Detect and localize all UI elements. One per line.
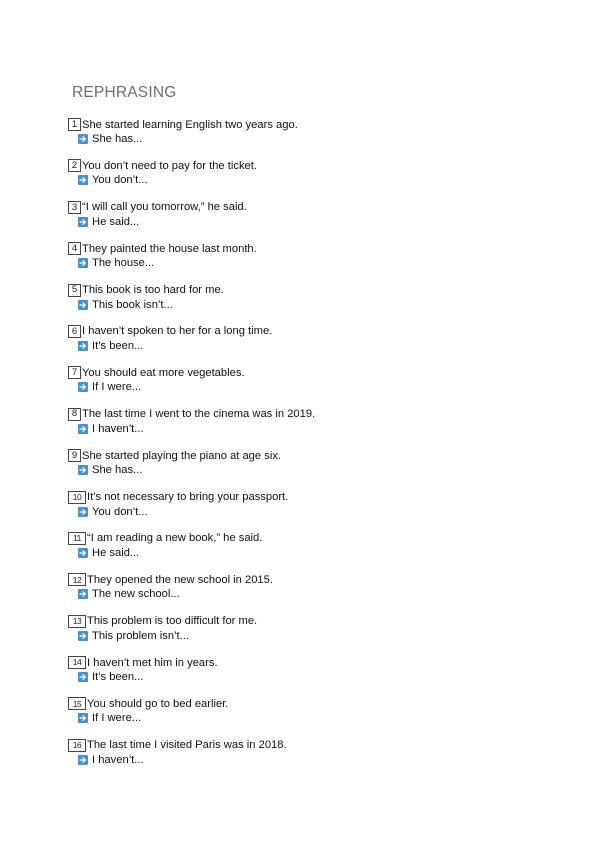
- exercise-sentence-line: [68, 490, 568, 505]
- rephrase-prompt: I haven’t...: [92, 422, 144, 435]
- exercise-item: [68, 448, 568, 489]
- number-box-icon: 13: [68, 615, 86, 628]
- right-arrow-icon: [78, 507, 88, 517]
- exercise-item: [68, 117, 568, 158]
- number-box-icon: 5: [68, 284, 81, 297]
- number-box-icon: 6: [68, 325, 81, 338]
- exercise-item: [68, 241, 568, 282]
- exercise-sentence: You don’t need to pay for the ticket.: [82, 159, 257, 172]
- number-box-icon: 3: [68, 201, 81, 214]
- rephrase-prompt-line: [78, 753, 568, 767]
- right-arrow-icon: [78, 341, 88, 351]
- exercise-item: [68, 158, 568, 199]
- exercise-item: [68, 738, 568, 779]
- rephrase-prompt: She has...: [92, 133, 143, 145]
- exercise-item: [68, 614, 568, 655]
- right-arrow-icon: [78, 713, 88, 723]
- exercise-item: [68, 365, 568, 406]
- exercise-sentence-line: [68, 200, 568, 215]
- right-arrow-icon: [78, 465, 88, 475]
- number-box-icon: 11: [68, 532, 86, 545]
- number-box-icon: 2: [68, 159, 81, 172]
- exercise-item: [68, 655, 568, 696]
- rephrase-prompt: The house...: [92, 257, 155, 270]
- number-box-icon: 8: [68, 408, 81, 421]
- rephrase-prompt: He said...: [92, 546, 140, 559]
- exercise-sentence: She started learning English two years ago.: [82, 118, 298, 131]
- rephrase-prompt-line: [78, 670, 568, 684]
- exercise-sentence-line: [68, 614, 568, 629]
- exercise-item: [68, 531, 568, 572]
- right-arrow-icon: [78, 589, 88, 599]
- number-box-icon: 4: [68, 242, 81, 255]
- rephrase-prompt-line: [78, 711, 568, 725]
- exercise-sentence: “I will call you tomorrow,” he said.: [82, 201, 247, 214]
- exercise-sentence: The last time I visited Paris was in 2018.: [87, 739, 287, 752]
- exercise-sentence-line: [68, 696, 568, 711]
- rephrase-prompt-line: [78, 256, 568, 270]
- rephrase-prompt: It’s been...: [92, 339, 144, 352]
- rephrase-prompt-line: [78, 298, 568, 312]
- rephrase-prompt-line: [78, 132, 568, 146]
- exercise-sentence-line: [68, 448, 568, 463]
- rephrase-prompt: You don’t...: [92, 174, 148, 187]
- exercise-sentence: They painted the house last month.: [82, 242, 257, 255]
- right-arrow-icon: [78, 258, 88, 268]
- exercise-item: [68, 490, 568, 531]
- rephrase-prompt-line: [78, 463, 568, 477]
- rephrase-prompt-line: [78, 422, 568, 436]
- exercise-sentence: This book is too hard for me.: [82, 284, 224, 297]
- number-box-icon: 7: [68, 366, 81, 379]
- right-arrow-icon: [78, 755, 88, 765]
- rephrase-prompt: This book isn’t...: [92, 298, 173, 311]
- rephrase-prompt: The new school...: [92, 588, 180, 601]
- exercise-sentence-line: [68, 531, 568, 546]
- exercise-sentence: I haven’t spoken to her for a long time.: [82, 325, 273, 338]
- right-arrow-icon: [78, 175, 88, 185]
- right-arrow-icon: [78, 300, 88, 310]
- number-box-icon: 9: [68, 449, 81, 462]
- number-box-icon: 16: [68, 739, 86, 752]
- number-box-icon: 14: [68, 656, 86, 669]
- exercise-sentence: I haven’t met him in years.: [87, 656, 218, 669]
- page-title: REPHRASING: [72, 84, 177, 101]
- number-box-icon: 1: [68, 118, 81, 131]
- rephrase-prompt-line: [78, 505, 568, 519]
- rephrase-prompt: I haven’t...: [92, 753, 144, 766]
- rephrase-prompt-line: [78, 173, 568, 187]
- exercise-sentence-line: [68, 324, 568, 339]
- rephrase-prompt: It’s been...: [92, 671, 144, 684]
- exercise-sentence-line: [68, 407, 568, 422]
- exercise-item: [68, 324, 568, 365]
- number-box-icon: 15: [68, 697, 86, 710]
- exercise-sentence: It’s not necessary to bring your passport.: [87, 491, 289, 504]
- right-arrow-icon: [78, 382, 88, 392]
- rephrase-prompt: He said...: [92, 215, 140, 228]
- exercise-sentence-line: [68, 241, 568, 256]
- exercise-list: [68, 117, 568, 779]
- exercise-sentence-line: [68, 283, 568, 298]
- exercise-item: [68, 572, 568, 613]
- exercise-item: [68, 200, 568, 241]
- exercise-sentence-line: [68, 655, 568, 670]
- rephrase-prompt-line: [78, 339, 568, 353]
- exercise-sentence-line: [68, 738, 568, 753]
- rephrase-prompt: If I were...: [92, 381, 142, 394]
- exercise-sentence-line: [68, 572, 568, 587]
- right-arrow-icon: [78, 217, 88, 227]
- exercise-sentence: “I am reading a new book,” he said.: [87, 532, 263, 545]
- exercise-item: [68, 696, 568, 737]
- number-box-icon: 12: [68, 573, 86, 586]
- exercise-sentence-line: [68, 117, 568, 132]
- rephrase-prompt-line: [78, 629, 568, 643]
- exercise-sentence: The last time I went to the cinema was in 2019.: [82, 408, 316, 421]
- exercise-item: [68, 407, 568, 448]
- exercise-sentence: You should go to bed earlier.: [87, 697, 229, 710]
- exercise-item: [68, 283, 568, 324]
- rephrase-prompt-line: [78, 546, 568, 560]
- exercise-sentence: You should eat more vegetables.: [82, 366, 245, 379]
- exercise-sentence: They opened the new school in 2015.: [87, 573, 273, 586]
- rephrase-prompt-line: [78, 380, 568, 394]
- exercise-sentence: This problem is too difficult for me.: [87, 615, 258, 628]
- rephrase-prompt: This problem isn’t...: [92, 629, 189, 642]
- right-arrow-icon: [78, 631, 88, 641]
- rephrase-prompt-line: [78, 587, 568, 601]
- rephrase-prompt: You don’t...: [92, 505, 148, 518]
- rephrase-prompt: She has...: [92, 464, 143, 477]
- rephrase-prompt: If I were...: [92, 712, 142, 725]
- right-arrow-icon: [78, 424, 88, 434]
- right-arrow-icon: [78, 672, 88, 682]
- rephrase-prompt-line: [78, 215, 568, 229]
- number-box-icon: 10: [68, 491, 86, 504]
- right-arrow-icon: [78, 134, 88, 144]
- exercise-sentence-line: [68, 365, 568, 380]
- right-arrow-icon: [78, 548, 88, 558]
- exercise-sentence-line: [68, 158, 568, 173]
- exercise-sentence: She started playing the piano at age six.: [82, 449, 282, 462]
